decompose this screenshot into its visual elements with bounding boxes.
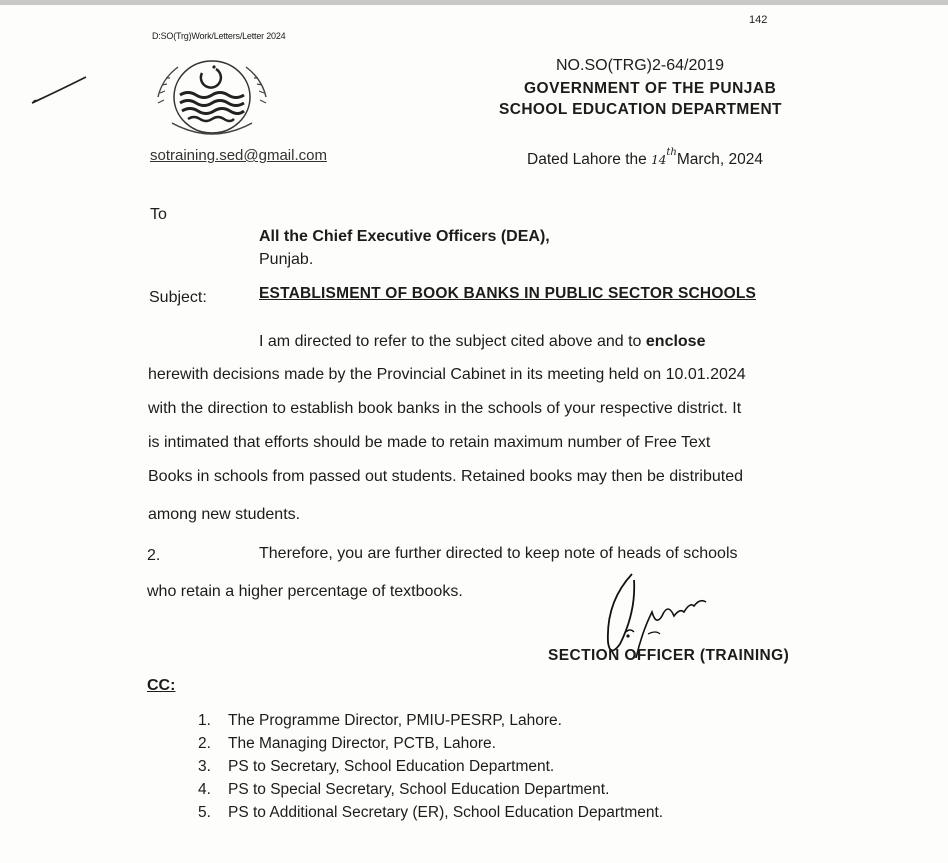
paragraph1-line2: herewith decisions made by the Provincial Cabinet in its meeting held on 10.01.2024	[148, 366, 746, 383]
handwritten-tick-mark-icon	[30, 73, 100, 114]
cc-item-text: PS to Special Secretary, School Education Department.	[228, 781, 610, 798]
cc-list-item	[198, 712, 562, 730]
dated-line	[527, 147, 763, 169]
cc-label: CC:	[147, 677, 176, 694]
recipient-place: Punjab.	[259, 251, 314, 268]
paragraph2-line1: Therefore, you are further directed to keep note of heads of schools	[259, 545, 738, 562]
paragraph1-line1	[259, 333, 705, 351]
government-heading: GOVERNMENT OF THE PUNJAB	[524, 80, 777, 97]
dated-day: 14	[651, 153, 667, 167]
cc-list-item	[198, 758, 554, 776]
paragraph1-enclose-word: enclose	[645, 333, 706, 350]
subject-text: ESTABLISMENT OF BOOK BANKS IN PUBLIC SECTOR SCHOOLS	[259, 285, 757, 302]
signer-designation: SECTION OFFICER (TRAINING)	[548, 647, 790, 664]
dated-day-suffix: th	[666, 147, 677, 158]
cc-item-text: The Managing Director, PCTB, Lahore.	[228, 735, 496, 752]
subject-label: Subject:	[149, 289, 207, 306]
paragraph1-line6: among new students.	[148, 506, 301, 523]
paragraph1-line1-text: I am directed to refer to the subject cited above and to	[259, 333, 646, 350]
dated-prefix: Dated Lahore the	[527, 151, 652, 168]
recipient: All the Chief Executive Officers (DEA),	[259, 228, 550, 245]
cc-item-number: 2.	[198, 735, 211, 752]
paragraph1-line3: with the direction to establish book banks in the schools of your respective district. It	[148, 400, 742, 417]
paragraph1-line5: Books in schools from passed out students. Retained books may then be distributed	[148, 468, 744, 485]
letter-number: NO.SO(TRG)2-64/2019	[556, 57, 725, 74]
cc-list-item	[198, 735, 496, 753]
dated-month-year: March, 2024	[676, 151, 764, 168]
cc-item-number: 3.	[198, 758, 211, 775]
cc-item-number: 5.	[198, 804, 211, 821]
file-reference: D:SO(Trg)Work/Letters/Letter 2024	[152, 31, 286, 41]
page-number: 142	[749, 14, 768, 26]
paragraph2-line2: who retain a higher percentage of textbooks.	[147, 583, 463, 600]
department-email[interactable]: sotraining.sed@gmail.com	[150, 147, 327, 164]
cc-list-item	[198, 804, 663, 822]
cc-item-text: PS to Secretary, School Education Department.	[228, 758, 555, 775]
cc-item-text: PS to Additional Secretary (ER), School Education Department.	[228, 804, 664, 821]
cc-item-number: 1.	[198, 712, 211, 729]
paragraph2-number: 2.	[147, 547, 161, 564]
government-of-punjab-emblem-icon	[152, 55, 272, 142]
to-label: To	[150, 206, 167, 223]
cc-list-item	[198, 781, 609, 799]
scan-top-edge	[0, 0, 948, 5]
department-heading: SCHOOL EDUCATION DEPARTMENT	[499, 101, 782, 118]
cc-item-text: The Programme Director, PMIU-PESRP, Lahore.	[228, 712, 562, 729]
cc-item-number: 4.	[198, 781, 211, 798]
paragraph1-line4: is intimated that efforts should be made to retain maximum number of Free Text	[148, 434, 711, 451]
